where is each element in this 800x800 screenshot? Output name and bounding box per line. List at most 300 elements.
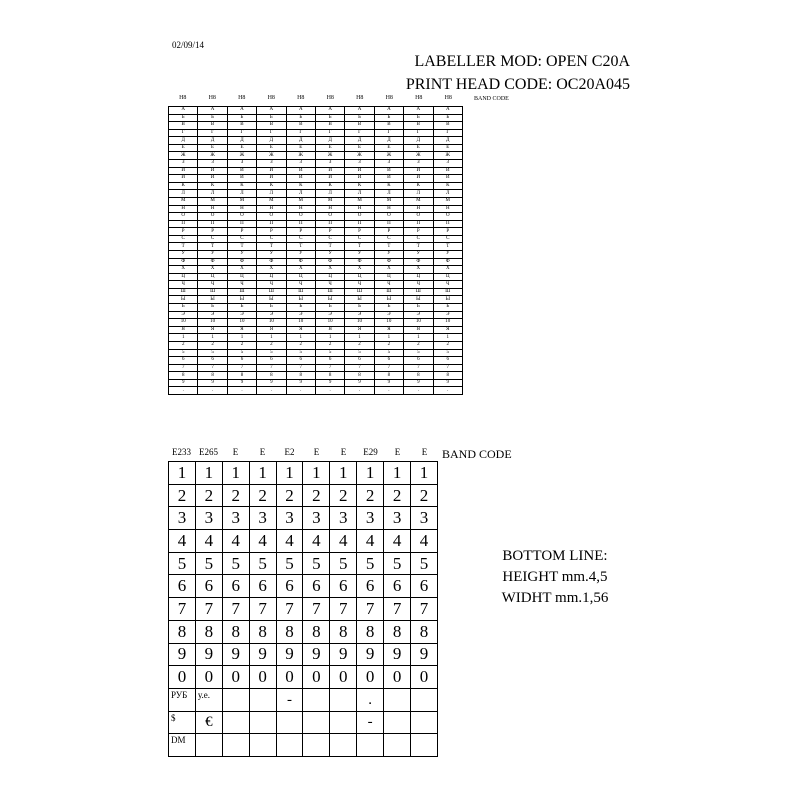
- upper-cell: Г: [227, 129, 256, 137]
- upper-cell: Е: [198, 144, 227, 152]
- lower-digit-row: [169, 462, 438, 485]
- upper-cell: Ь: [286, 304, 315, 312]
- upper-cell: П: [198, 220, 227, 228]
- upper-cell: А: [198, 107, 227, 115]
- upper-cell: Р: [257, 228, 286, 236]
- upper-cell: Х: [374, 266, 403, 274]
- upper-cell: 5: [286, 349, 315, 357]
- upper-cell: М: [345, 197, 374, 205]
- lower-digit-cell: 0: [384, 666, 411, 689]
- upper-cell: Е: [433, 144, 462, 152]
- upper-cell: Э: [257, 311, 286, 319]
- upper-cell: О: [404, 213, 433, 221]
- upper-cell: З: [198, 160, 227, 168]
- lower-column-header: E: [394, 447, 401, 457]
- upper-cell: У: [257, 250, 286, 258]
- upper-cell: А: [315, 107, 344, 115]
- upper-cell: Ж: [433, 152, 462, 160]
- upper-cell: Г: [345, 129, 374, 137]
- lower-digit-row: [169, 598, 438, 621]
- upper-cell: Л: [374, 190, 403, 198]
- upper-cell: Б: [198, 114, 227, 122]
- upper-cell: С: [345, 235, 374, 243]
- lower-symbol-cell: [384, 688, 411, 711]
- upper-cell: 9: [257, 379, 286, 387]
- upper-table-row: [169, 175, 463, 183]
- upper-cell: Р: [227, 228, 256, 236]
- upper-cell: Я: [286, 326, 315, 334]
- labeller-model-title: LABELLER MOD: OPEN C20A: [414, 53, 630, 70]
- upper-table-row: [169, 326, 463, 334]
- upper-cell: 1: [433, 334, 462, 342]
- lower-digit-cell: 2: [330, 484, 357, 507]
- lower-symbol-cell: [411, 734, 438, 757]
- upper-cell: Е: [286, 144, 315, 152]
- upper-cell: П: [315, 220, 344, 228]
- upper-cell: Х: [315, 266, 344, 274]
- lower-digit-cell: 6: [303, 575, 330, 598]
- upper-cell: М: [227, 197, 256, 205]
- lower-digit-cell: 4: [411, 530, 438, 553]
- upper-cell: Ф: [433, 258, 462, 266]
- upper-cell: О: [374, 213, 403, 221]
- lower-symbol-cell: [330, 711, 357, 734]
- upper-column-header: H8: [356, 95, 364, 101]
- upper-cell: Ц: [433, 273, 462, 281]
- lower-digit-cell: 7: [195, 598, 222, 621]
- lower-symbol-cell: DM: [169, 734, 196, 757]
- upper-cell: Ж: [227, 152, 256, 160]
- lower-digit-cell: 1: [222, 462, 249, 485]
- upper-cell: Ф: [315, 258, 344, 266]
- upper-cell: 5: [257, 349, 286, 357]
- upper-cell: 7: [227, 364, 256, 372]
- upper-cell: 2: [374, 341, 403, 349]
- upper-cell: Б: [169, 114, 198, 122]
- lower-digit-cell: 1: [357, 462, 384, 485]
- upper-cell: Н: [286, 205, 315, 213]
- upper-cell: Р: [198, 228, 227, 236]
- upper-cell: Ч: [286, 281, 315, 289]
- upper-cell: .: [345, 387, 374, 395]
- upper-table-row: [169, 349, 463, 357]
- upper-cell: Р: [169, 228, 198, 236]
- lower-column-header: E: [232, 447, 239, 457]
- upper-column-header: H8: [297, 95, 305, 101]
- lower-symbol-cell: [249, 688, 276, 711]
- upper-table-row: [169, 311, 463, 319]
- lower-column-header: E: [421, 447, 428, 457]
- upper-cell: У: [345, 250, 374, 258]
- document-date: 02/09/14: [172, 40, 205, 50]
- upper-cell: С: [227, 235, 256, 243]
- upper-cell: Ж: [169, 152, 198, 160]
- lower-digit-cell: 9: [384, 643, 411, 666]
- upper-cell: Е: [374, 144, 403, 152]
- upper-cell: К: [286, 182, 315, 190]
- upper-cell: Б: [404, 114, 433, 122]
- upper-cell: .: [404, 387, 433, 395]
- upper-cell: У: [404, 250, 433, 258]
- upper-cell: Ц: [374, 273, 403, 281]
- upper-cell: Ф: [345, 258, 374, 266]
- upper-table-row: [169, 372, 463, 380]
- upper-cell: У: [227, 250, 256, 258]
- lower-digit-cell: 3: [276, 507, 303, 530]
- lower-digit-cell: 2: [195, 484, 222, 507]
- upper-cell: Г: [286, 129, 315, 137]
- upper-cell: Н: [433, 205, 462, 213]
- lower-digit-cell: 0: [222, 666, 249, 689]
- upper-cell: Х: [404, 266, 433, 274]
- lower-digit-cell: 6: [222, 575, 249, 598]
- upper-cell: Э: [286, 311, 315, 319]
- upper-cell: Д: [198, 137, 227, 145]
- lower-digit-cell: 3: [411, 507, 438, 530]
- lower-symbol-cell: €: [195, 711, 222, 734]
- upper-table-row: [169, 243, 463, 251]
- upper-cell: 9: [227, 379, 256, 387]
- upper-cell: О: [433, 213, 462, 221]
- upper-cell: Я: [345, 326, 374, 334]
- upper-cell: С: [374, 235, 403, 243]
- lower-digit-cell: 8: [384, 620, 411, 643]
- upper-table-row: [169, 250, 463, 258]
- upper-cell: П: [227, 220, 256, 228]
- upper-cell: Ы: [257, 296, 286, 304]
- upper-cell: Л: [198, 190, 227, 198]
- upper-cell: 1: [169, 334, 198, 342]
- upper-cell: Я: [374, 326, 403, 334]
- upper-cell: А: [227, 107, 256, 115]
- upper-cell: Я: [169, 326, 198, 334]
- upper-cell: Д: [374, 137, 403, 145]
- upper-cell: Е: [257, 144, 286, 152]
- upper-column-header: H8: [415, 95, 423, 101]
- upper-cell: И: [227, 167, 256, 175]
- upper-cell: Х: [286, 266, 315, 274]
- upper-cell: 1: [286, 334, 315, 342]
- upper-cell: 10: [257, 319, 286, 327]
- upper-cell: Е: [404, 144, 433, 152]
- lower-digit-cell: 5: [303, 552, 330, 575]
- upper-cell: В: [374, 122, 403, 130]
- upper-cell: 8: [374, 372, 403, 380]
- lower-symbol-cell: [357, 734, 384, 757]
- upper-cell: 10: [227, 319, 256, 327]
- lower-digit-cell: 4: [303, 530, 330, 553]
- upper-table-row: [169, 197, 463, 205]
- lower-digit-row: [169, 530, 438, 553]
- upper-cell: Я: [227, 326, 256, 334]
- upper-cell: А: [404, 107, 433, 115]
- upper-cell: М: [374, 197, 403, 205]
- upper-cell: И: [315, 175, 344, 183]
- lower-digit-cell: 5: [411, 552, 438, 575]
- upper-cell: 1: [315, 334, 344, 342]
- lower-digit-cell: 6: [195, 575, 222, 598]
- lower-digit-cell: 6: [330, 575, 357, 598]
- upper-cell: П: [257, 220, 286, 228]
- bottom-line-label: BOTTOM LINE:: [502, 548, 608, 564]
- upper-cell: К: [374, 182, 403, 190]
- lower-digit-cell: 8: [303, 620, 330, 643]
- upper-cell: С: [315, 235, 344, 243]
- upper-cell: Т: [345, 243, 374, 251]
- upper-cell: П: [345, 220, 374, 228]
- lower-symbol-cell: -: [357, 711, 384, 734]
- upper-cell: И: [315, 167, 344, 175]
- upper-cell: 9: [198, 379, 227, 387]
- upper-column-header: H8: [238, 95, 246, 101]
- lower-digit-cell: 2: [249, 484, 276, 507]
- lower-column-header: E: [313, 447, 320, 457]
- upper-table-row: [169, 129, 463, 137]
- upper-cell: А: [257, 107, 286, 115]
- upper-cell: Г: [257, 129, 286, 137]
- upper-cell: Ш: [169, 288, 198, 296]
- upper-table-row: [169, 341, 463, 349]
- upper-cell: Т: [227, 243, 256, 251]
- lower-digit-cell: 9: [249, 643, 276, 666]
- upper-cell: Т: [315, 243, 344, 251]
- lower-digit-cell: 3: [303, 507, 330, 530]
- lower-digit-cell: 0: [330, 666, 357, 689]
- upper-cell: Н: [404, 205, 433, 213]
- upper-table-row: [169, 190, 463, 198]
- lower-digit-cell: 5: [169, 552, 196, 575]
- upper-cell: .: [315, 387, 344, 395]
- upper-table-row: [169, 281, 463, 289]
- upper-cell: Р: [315, 228, 344, 236]
- upper-cell: Б: [345, 114, 374, 122]
- lower-digit-cell: 5: [249, 552, 276, 575]
- upper-cell: У: [374, 250, 403, 258]
- upper-column-header: H8: [267, 95, 275, 101]
- upper-cell: 6: [374, 357, 403, 365]
- upper-cell: З: [286, 160, 315, 168]
- upper-cell: Г: [169, 129, 198, 137]
- upper-cell: 6: [198, 357, 227, 365]
- upper-cell: П: [286, 220, 315, 228]
- upper-cell: Ы: [169, 296, 198, 304]
- upper-cell: 8: [198, 372, 227, 380]
- print-head-code-title: PRINT HEAD CODE: OC20A045: [405, 76, 630, 93]
- upper-cell: 7: [404, 364, 433, 372]
- upper-cell: С: [286, 235, 315, 243]
- upper-cell: Г: [404, 129, 433, 137]
- lower-symbol-cell: [249, 734, 276, 757]
- upper-cell: Я: [315, 326, 344, 334]
- lower-digit-cell: 1: [303, 462, 330, 485]
- upper-cell: Ч: [345, 281, 374, 289]
- upper-cell: Б: [374, 114, 403, 122]
- upper-cell: Ф: [374, 258, 403, 266]
- lower-column-header: E: [259, 447, 266, 457]
- lower-symbol-cell: [222, 711, 249, 734]
- upper-cell: Э: [198, 311, 227, 319]
- lower-digit-cell: 9: [222, 643, 249, 666]
- upper-table-row: [169, 379, 463, 387]
- upper-cell: И: [345, 175, 374, 183]
- upper-cell: И: [257, 167, 286, 175]
- upper-cell: Ш: [315, 288, 344, 296]
- lower-digit-cell: 2: [357, 484, 384, 507]
- upper-cell: У: [198, 250, 227, 258]
- upper-cell: 10: [374, 319, 403, 327]
- upper-cell: Ц: [315, 273, 344, 281]
- lower-digit-cell: 0: [195, 666, 222, 689]
- upper-cell: 2: [433, 341, 462, 349]
- upper-cell: .: [257, 387, 286, 395]
- upper-cell: З: [257, 160, 286, 168]
- upper-cell: З: [374, 160, 403, 168]
- lower-digit-cell: 8: [169, 620, 196, 643]
- lower-column-header: E2: [284, 447, 295, 457]
- lower-character-table: [168, 461, 438, 757]
- lower-symbol-cell: [330, 688, 357, 711]
- upper-cell: 1: [345, 334, 374, 342]
- upper-cell: 5: [404, 349, 433, 357]
- lower-digit-cell: 7: [169, 598, 196, 621]
- lower-digit-cell: 7: [276, 598, 303, 621]
- lower-digit-cell: 8: [357, 620, 384, 643]
- upper-cell: Ш: [374, 288, 403, 296]
- upper-cell: Ц: [169, 273, 198, 281]
- lower-digit-cell: 2: [303, 484, 330, 507]
- upper-cell: М: [433, 197, 462, 205]
- upper-cell: 6: [286, 357, 315, 365]
- upper-cell: 7: [169, 364, 198, 372]
- upper-cell: А: [345, 107, 374, 115]
- lower-digit-cell: 0: [411, 666, 438, 689]
- upper-cell: У: [286, 250, 315, 258]
- lower-digit-cell: 4: [384, 530, 411, 553]
- upper-cell: 5: [374, 349, 403, 357]
- upper-cell: Р: [374, 228, 403, 236]
- upper-cell: Л: [286, 190, 315, 198]
- lower-digit-cell: 1: [411, 462, 438, 485]
- upper-cell: И: [345, 167, 374, 175]
- upper-table-row: [169, 152, 463, 160]
- upper-cell: Л: [315, 190, 344, 198]
- bottom-line-width: WIDHT mm.1,56: [501, 590, 609, 606]
- lower-symbol-cell: [411, 688, 438, 711]
- upper-cell: Б: [315, 114, 344, 122]
- lower-digit-cell: 1: [169, 462, 196, 485]
- upper-cell: И: [404, 175, 433, 183]
- upper-cell: Я: [198, 326, 227, 334]
- upper-cell: Н: [345, 205, 374, 213]
- upper-cell: С: [433, 235, 462, 243]
- lower-digit-cell: 2: [411, 484, 438, 507]
- upper-cell: Д: [286, 137, 315, 145]
- lower-digit-cell: 3: [222, 507, 249, 530]
- upper-cell: Ф: [257, 258, 286, 266]
- upper-cell: Д: [257, 137, 286, 145]
- upper-cell: С: [404, 235, 433, 243]
- upper-cell: В: [286, 122, 315, 130]
- lower-column-header: E265: [199, 447, 218, 457]
- upper-cell: 2: [315, 341, 344, 349]
- upper-cell: З: [169, 160, 198, 168]
- upper-cell: Ф: [169, 258, 198, 266]
- upper-table-row: [169, 296, 463, 304]
- upper-cell: Ь: [433, 304, 462, 312]
- upper-cell: .: [374, 387, 403, 395]
- lower-digit-row: [169, 507, 438, 530]
- lower-digit-cell: 4: [222, 530, 249, 553]
- upper-cell: Л: [257, 190, 286, 198]
- upper-cell: Ы: [198, 296, 227, 304]
- upper-cell: Ь: [374, 304, 403, 312]
- lower-digit-cell: 9: [303, 643, 330, 666]
- upper-cell: Т: [169, 243, 198, 251]
- upper-table-row: [169, 144, 463, 152]
- upper-cell: Т: [257, 243, 286, 251]
- upper-cell: Л: [345, 190, 374, 198]
- upper-table-row: [169, 387, 463, 395]
- upper-cell: Ш: [286, 288, 315, 296]
- upper-cell: 6: [169, 357, 198, 365]
- upper-cell: Ч: [198, 281, 227, 289]
- upper-cell: 2: [198, 341, 227, 349]
- upper-cell: Х: [433, 266, 462, 274]
- upper-cell: 9: [433, 379, 462, 387]
- upper-cell: Е: [227, 144, 256, 152]
- upper-cell: 8: [227, 372, 256, 380]
- upper-cell: Ь: [198, 304, 227, 312]
- upper-cell: 2: [345, 341, 374, 349]
- upper-cell: Н: [169, 205, 198, 213]
- upper-cell: 10: [286, 319, 315, 327]
- upper-cell: Г: [433, 129, 462, 137]
- lower-digit-cell: 7: [384, 598, 411, 621]
- upper-cell: В: [198, 122, 227, 130]
- upper-cell: 10: [404, 319, 433, 327]
- lower-symbol-cell: [303, 734, 330, 757]
- lower-band-code-label: BAND CODE: [442, 447, 512, 461]
- upper-cell: 1: [257, 334, 286, 342]
- upper-cell: Ж: [315, 152, 344, 160]
- upper-cell: Т: [404, 243, 433, 251]
- upper-cell: Ы: [227, 296, 256, 304]
- upper-cell: Э: [374, 311, 403, 319]
- upper-cell: З: [404, 160, 433, 168]
- lower-symbol-cell: у.е.: [195, 688, 222, 711]
- lower-digit-cell: 0: [357, 666, 384, 689]
- upper-cell: З: [433, 160, 462, 168]
- upper-cell: М: [198, 197, 227, 205]
- upper-cell: Г: [198, 129, 227, 137]
- upper-cell: Ч: [315, 281, 344, 289]
- lower-digit-cell: 3: [195, 507, 222, 530]
- lower-digit-cell: 7: [303, 598, 330, 621]
- upper-cell: О: [286, 213, 315, 221]
- lower-digit-cell: 7: [222, 598, 249, 621]
- lower-digit-cell: 4: [276, 530, 303, 553]
- lower-digit-cell: 8: [222, 620, 249, 643]
- lower-digit-cell: 1: [276, 462, 303, 485]
- upper-band-code-label: BAND CODE: [474, 96, 509, 102]
- upper-cell: 2: [257, 341, 286, 349]
- upper-cell: 10: [433, 319, 462, 327]
- lower-digit-cell: 1: [330, 462, 357, 485]
- upper-cell: 8: [315, 372, 344, 380]
- upper-cell: Д: [315, 137, 344, 145]
- lower-digit-cell: 1: [384, 462, 411, 485]
- lower-digit-cell: 5: [384, 552, 411, 575]
